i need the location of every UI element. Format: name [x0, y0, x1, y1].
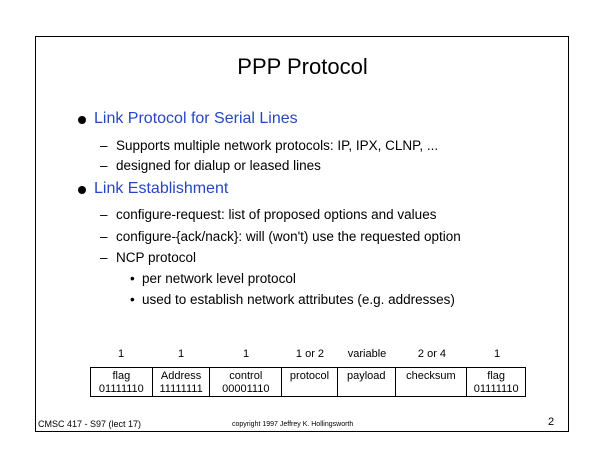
page-number: 2: [548, 416, 555, 428]
bullet-dot-icon: •: [130, 292, 135, 307]
field-value: 01111110: [98, 383, 144, 395]
field-size-label: 1: [493, 348, 501, 360]
course-footer: CMSC 417 - S97 (lect 17): [38, 419, 142, 429]
dash-icon: –: [100, 229, 108, 244]
dash-icon: –: [100, 138, 108, 153]
bullet-heading: Link Establishment: [94, 180, 229, 197]
field-value: 00001110: [222, 383, 270, 395]
copyright-footer: copyright 1997 Jeffrey K. Hollingsworth: [232, 421, 354, 428]
sub-item-text: configure-{ack/nack}: will (won't) use the requested option: [116, 229, 461, 244]
sub-sub-item-text: per network level protocol: [142, 271, 296, 286]
field-name: protocol: [289, 370, 330, 382]
field-name: flag: [112, 370, 131, 382]
field-size-label: 1 or 2: [295, 348, 325, 360]
field-size-label: 2 or 4: [417, 348, 447, 360]
sub-item-text: designed for dialup or leased lines: [116, 158, 321, 173]
slide-title: PPP Protocol: [237, 54, 368, 79]
frame-field: [396, 368, 468, 396]
sub-item-text: Supports multiple network protocols: IP, IPX, CLNP, ...: [116, 138, 439, 153]
dash-icon: –: [100, 250, 108, 265]
field-name: checksum: [406, 370, 456, 382]
bullet-dot-icon: [78, 186, 86, 194]
frame-field: [153, 368, 211, 396]
field-name: payload: [346, 370, 386, 382]
field-name: flag: [487, 370, 506, 382]
field-name: Address: [160, 370, 202, 382]
sub-sub-item-text: used to establish network attributes (e.g. addresses): [142, 292, 455, 307]
field-size-label: 1: [242, 348, 250, 360]
frame-field: [338, 368, 396, 396]
sub-item-text: NCP protocol: [116, 250, 197, 265]
field-size-label: variable: [347, 348, 387, 360]
sub-item-text: configure-request: list of proposed options and values: [116, 207, 437, 222]
field-value: 11111111: [159, 383, 203, 395]
bullet-dot-icon: •: [130, 271, 135, 286]
field-name: control: [229, 370, 263, 382]
frame-field: [91, 368, 153, 396]
frame-field: [282, 368, 338, 396]
frame-field: [467, 368, 525, 396]
field-size-label: 1: [117, 348, 125, 360]
dash-icon: –: [100, 207, 108, 222]
dash-icon: –: [100, 158, 108, 173]
field-size-label: 1: [177, 348, 185, 360]
bullet-heading: Link Protocol for Serial Lines: [94, 110, 298, 127]
ppp-frame-format: [90, 367, 526, 397]
frame-field: [210, 368, 282, 396]
bullet-dot-icon: [78, 116, 86, 124]
field-value: 01111110: [473, 383, 519, 395]
